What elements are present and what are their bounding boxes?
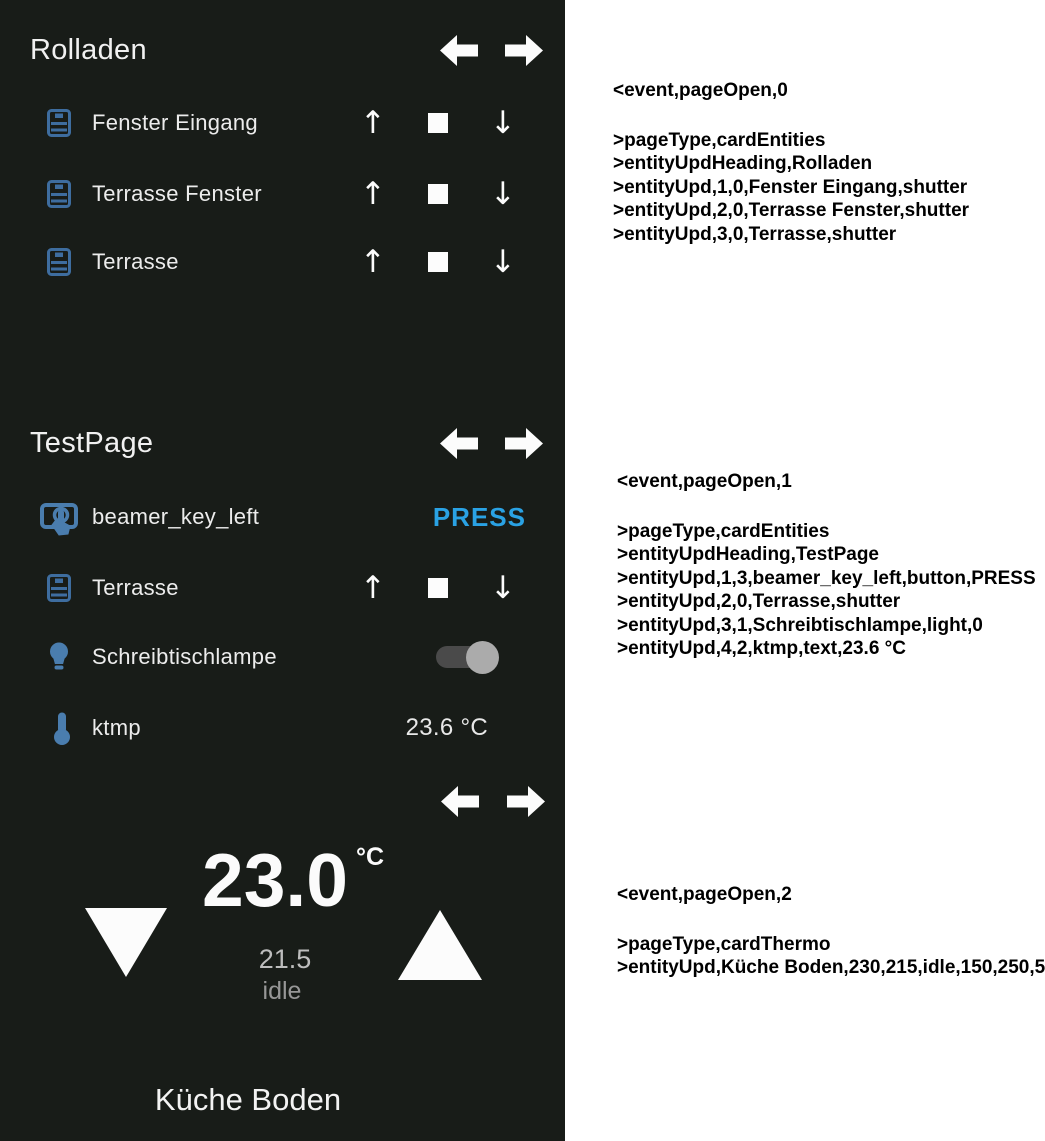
- window-shutter-icon: [47, 109, 71, 142]
- thermometer-icon: [52, 711, 72, 750]
- entity-row-fenster-eingang: [0, 88, 565, 158]
- window-shutter-icon: [47, 574, 71, 607]
- arrow-right-icon: [505, 35, 543, 66]
- entity-label: ktmp: [92, 715, 141, 740]
- arrow-right-icon: [505, 428, 543, 459]
- arrow-left-icon: [440, 35, 478, 66]
- serial-log-line: >pageType,cardEntities: [613, 129, 826, 151]
- shutter-stop-button[interactable]: [428, 252, 448, 272]
- serial-log-line: >pageType,cardEntities: [617, 520, 830, 542]
- temperature-unit: °C: [356, 843, 385, 871]
- entity-row-terrasse-fenster: [0, 159, 565, 229]
- serial-log-block-2: [617, 883, 1045, 980]
- entity-row-terrasse: [0, 553, 565, 623]
- window-shutter-icon: [47, 180, 71, 213]
- serial-log-block-1: [617, 470, 1036, 661]
- serial-event-line: <event,pageOpen,2: [617, 884, 792, 905]
- entity-label: Fenster Eingang: [92, 110, 258, 135]
- press-button[interactable]: PRESS: [432, 502, 526, 532]
- temp-decrease-button[interactable]: [85, 908, 167, 977]
- serial-log-line: >entityUpd,2,0,Terrasse,shutter: [617, 591, 901, 612]
- shutter-stop-button[interactable]: [428, 113, 448, 133]
- entity-row-ktmp: [0, 693, 565, 763]
- toggle-knob: [466, 641, 499, 674]
- serial-responses: [613, 129, 969, 247]
- current-temperature: 23.0: [202, 838, 348, 922]
- entity-label: beamer_key_left: [92, 504, 260, 529]
- serial-log-line: >pageType,cardThermo: [617, 933, 831, 955]
- serial-event-line: <event,pageOpen,1: [617, 471, 792, 492]
- thermostat-state: idle: [262, 977, 302, 1005]
- serial-log-line: >entityUpd,Küche Boden,230,215,idle,150,250,5: [617, 957, 1045, 978]
- shutter-down-button[interactable]: ↓: [490, 570, 516, 606]
- page-next-button[interactable]: [505, 35, 543, 66]
- serial-event-line: <event,pageOpen,0: [613, 80, 788, 101]
- page-prev-button[interactable]: [440, 35, 478, 66]
- triangle-down-icon: [85, 908, 167, 977]
- shutter-up-button[interactable]: ↑: [360, 570, 386, 606]
- shutter-stop-button[interactable]: [428, 578, 448, 598]
- shutter-stop-button[interactable]: [428, 184, 448, 204]
- page-next-button[interactable]: [505, 428, 543, 459]
- page-prev-button[interactable]: [441, 786, 479, 817]
- serial-log-line: >entityUpd,1,0,Fenster Eingang,shutter: [613, 176, 968, 198]
- card-heading: Rolladen: [30, 34, 147, 66]
- entity-row-schreibtischlampe: [0, 622, 565, 692]
- serial-responses: [617, 520, 1036, 661]
- serial-log-line: >entityUpdHeading,Rolladen: [613, 153, 873, 174]
- entity-row-terrasse: [0, 227, 565, 297]
- gesture-tap-button-icon: [40, 502, 78, 541]
- window-shutter-icon: [47, 248, 71, 281]
- serial-log-block-0: [613, 79, 969, 246]
- target-temperature: 21.5: [258, 944, 312, 974]
- serial-log-line: >entityUpd,1,3,beamer_key_left,button,PRESS: [617, 567, 1036, 589]
- serial-responses: [617, 933, 1045, 980]
- page-prev-button[interactable]: [440, 428, 478, 459]
- shutter-up-button[interactable]: ↑: [360, 105, 386, 141]
- serial-log-line: >entityUpd,3,1,Schreibtischlampe,light,0: [617, 614, 983, 636]
- temp-increase-button[interactable]: [398, 910, 482, 980]
- entity-label: Terrasse: [92, 249, 179, 274]
- entity-row-beamer-key-left: [0, 482, 565, 552]
- shutter-down-button[interactable]: ↓: [490, 105, 516, 141]
- serial-log-line: >entityUpd,4,2,ktmp,text,23.6 °C: [617, 638, 906, 659]
- card-heading: TestPage: [30, 427, 154, 459]
- serial-log-line: >entityUpd,3,0,Terrasse,shutter: [613, 223, 897, 245]
- light-toggle[interactable]: [436, 646, 488, 668]
- sensor-value: 23.6 °C: [405, 714, 488, 741]
- arrow-left-icon: [440, 428, 478, 459]
- shutter-up-button[interactable]: ↑: [360, 176, 386, 212]
- entity-label: Terrasse: [92, 575, 179, 600]
- arrow-right-icon: [507, 786, 545, 817]
- shutter-down-button[interactable]: ↓: [490, 244, 516, 280]
- serial-log-line: >entityUpd,2,0,Terrasse Fenster,shutter: [613, 200, 970, 221]
- lightbulb-icon: [48, 642, 70, 675]
- shutter-down-button[interactable]: ↓: [490, 176, 516, 212]
- arrow-left-icon: [441, 786, 479, 817]
- thermostat-name: Küche Boden: [154, 1082, 342, 1117]
- entity-label: Terrasse Fenster: [92, 181, 262, 206]
- page-next-button[interactable]: [507, 786, 545, 817]
- entity-label: Schreibtischlampe: [92, 644, 277, 669]
- triangle-up-icon: [398, 910, 482, 980]
- serial-log-line: >entityUpdHeading,TestPage: [617, 544, 880, 565]
- shutter-up-button[interactable]: ↑: [360, 244, 386, 280]
